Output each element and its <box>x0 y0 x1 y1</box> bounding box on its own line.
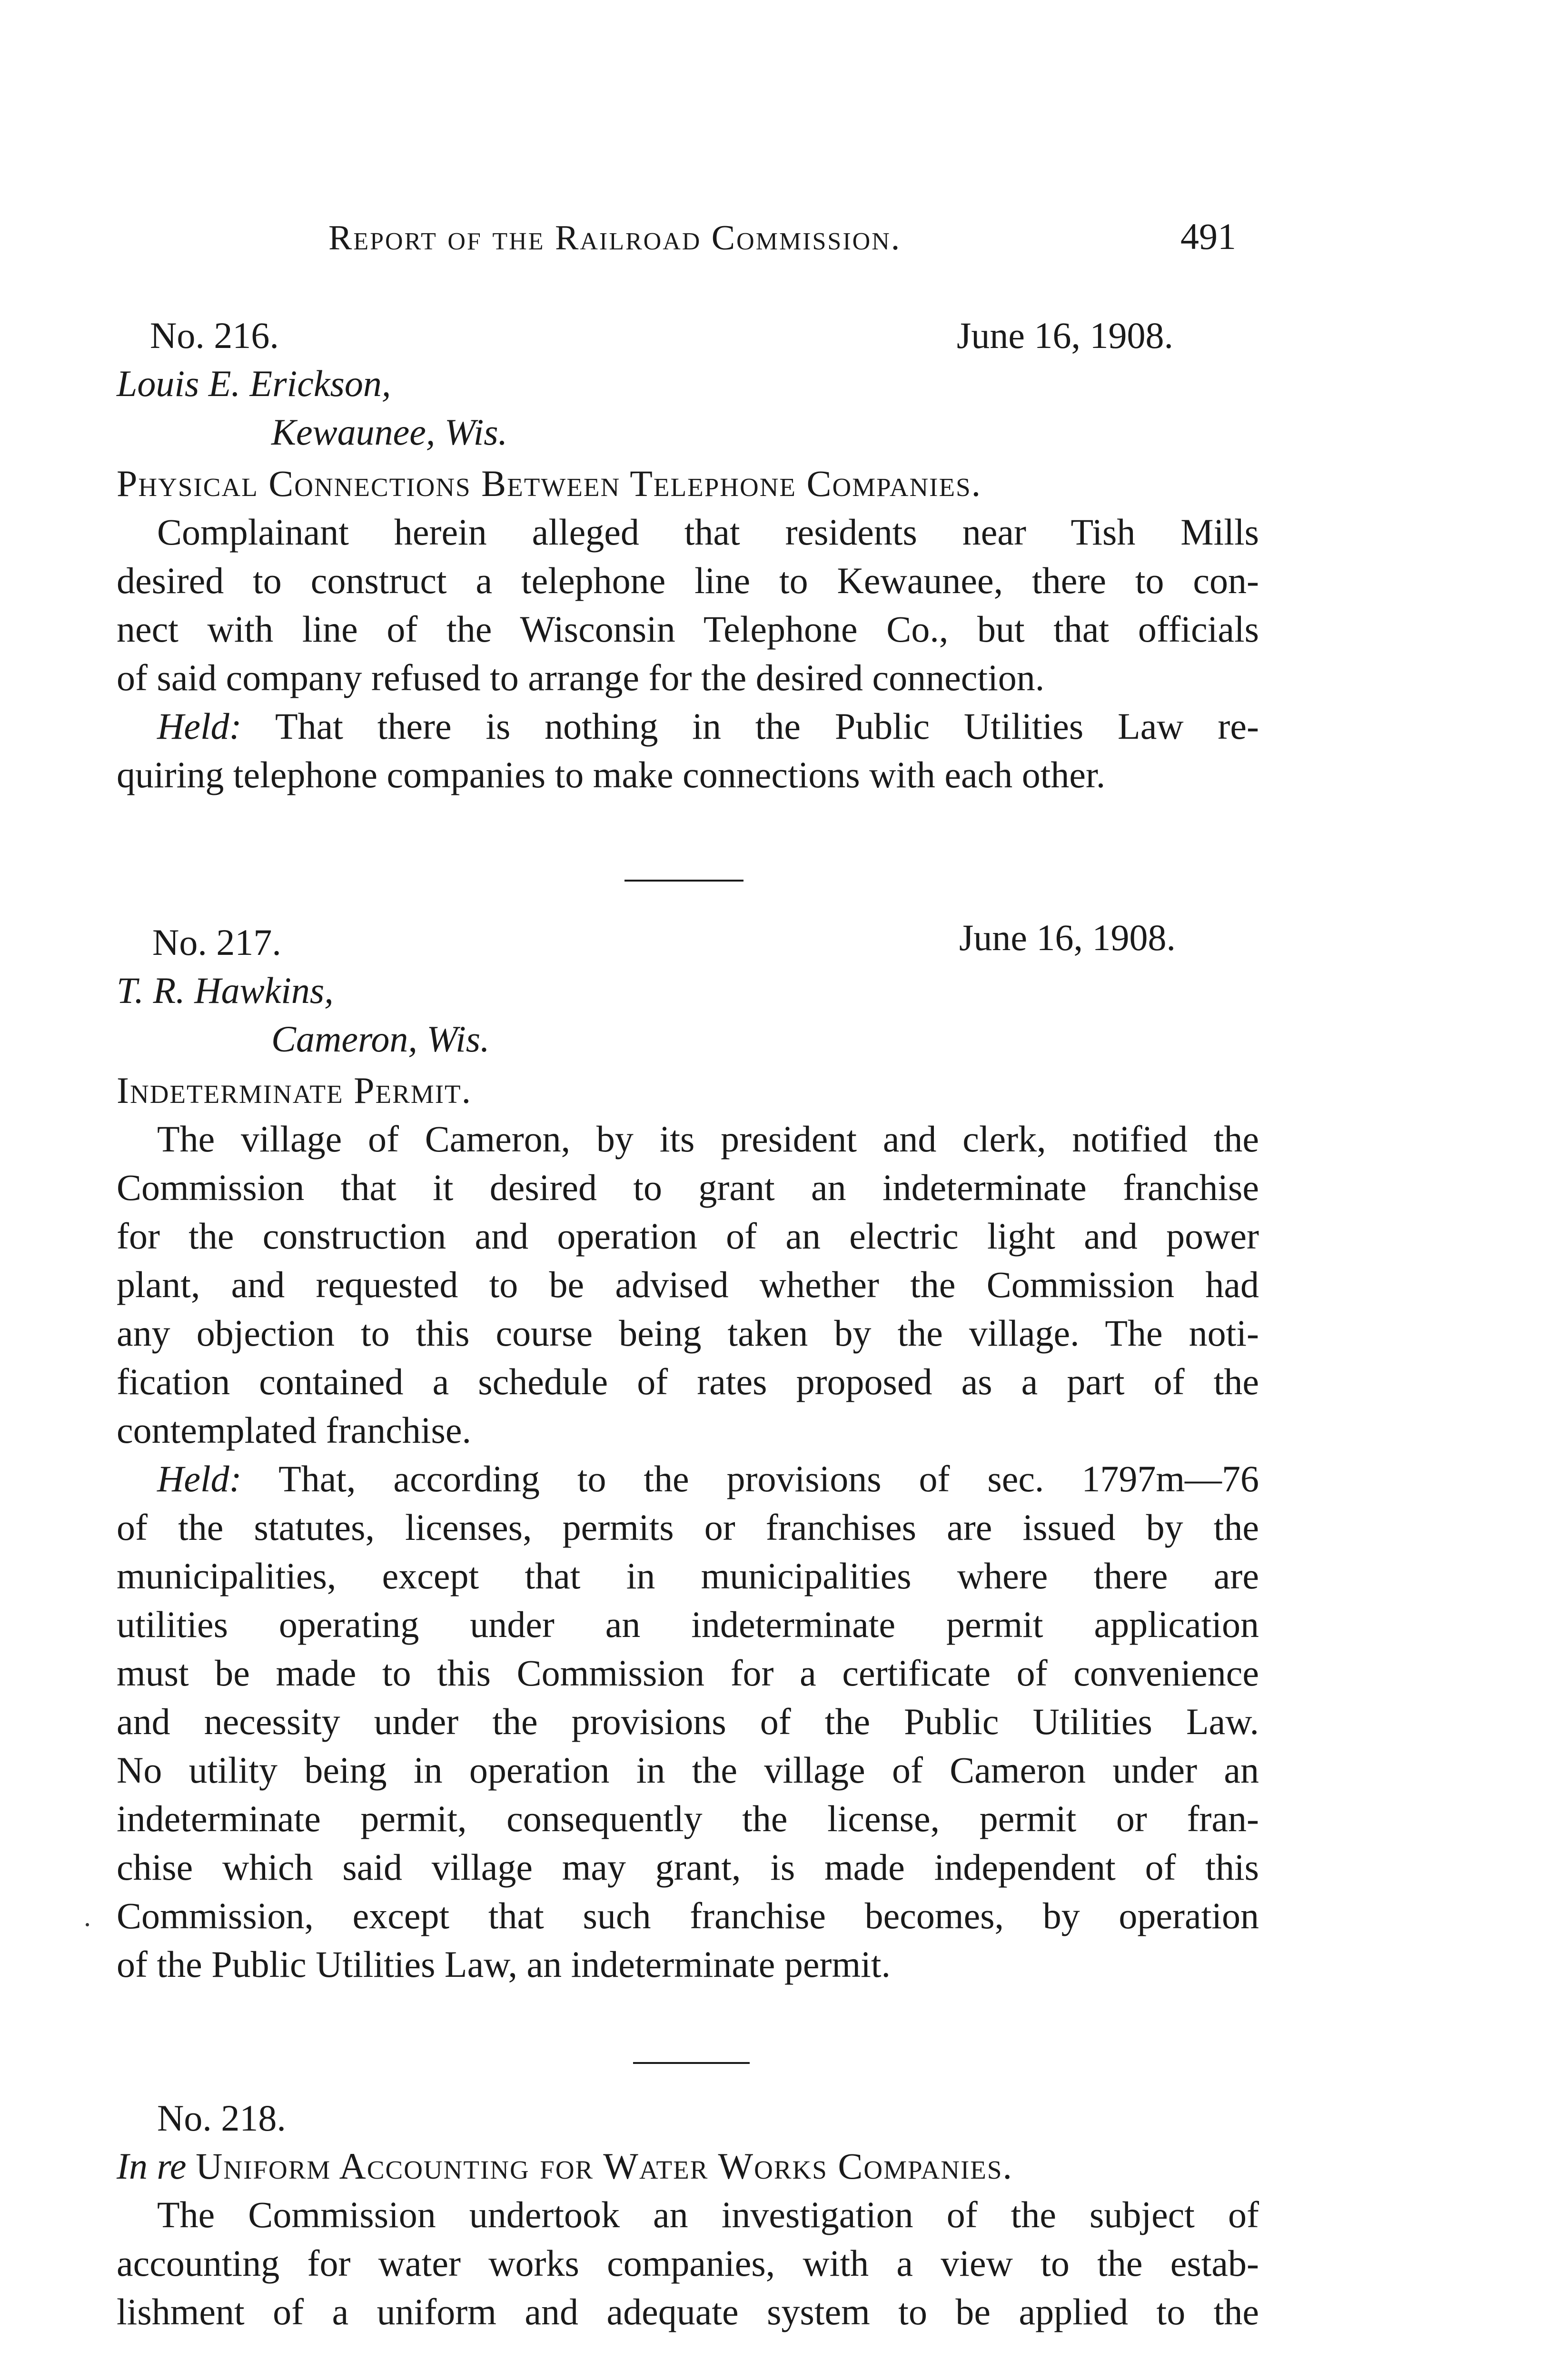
case-number: No. 217. <box>152 922 281 963</box>
case-facts-line: nect with line of the Wisconsin Telephone Co., but that officials <box>117 608 1259 650</box>
case-facts-line: fication contained a schedule of rates proposed as a part of the <box>117 1361 1259 1402</box>
case-held-line: must be made to this Commission for a certificate of convenience <box>117 1652 1259 1694</box>
case-date: June 16, 1908. <box>957 315 1173 356</box>
case-218-body <box>117 2142 1259 2336</box>
case-held-line: of the statutes, licenses, permits or franchises are issued by the <box>117 1507 1259 1548</box>
case-held-line <box>117 1455 1259 1503</box>
held-label: Held: <box>157 1458 242 1499</box>
case-date: June 16, 1908. <box>959 917 1176 958</box>
case-party: T. R. Hawkins, <box>117 970 334 1011</box>
case-facts-line: of said company refused to arrange for the desired connection. <box>117 657 1045 698</box>
case-number: No. 216. <box>150 315 279 356</box>
case-held-line: utilities operating under an indeterminate permit application <box>117 1604 1259 1645</box>
case-subject-line <box>117 2142 1259 2191</box>
case-held-line: chise which said village may grant, is made independent of this <box>117 1846 1259 1888</box>
case-held-line <box>117 702 1259 751</box>
case-held-line: of the Public Utilities Law, an indeterminate permit. <box>117 1944 891 1985</box>
case-held-line: Commission, except that such franchise becomes, by operation <box>117 1895 1259 1936</box>
case-held-line: quiring telephone companies to make connections with each other. <box>117 754 1106 795</box>
case-subject: Uniform Accounting for Water Works Companies. <box>196 2145 1013 2187</box>
held-text: That there is nothing in the Public Utilities Law re- <box>275 705 1259 747</box>
section-divider <box>633 2062 750 2064</box>
case-number: No. 218. <box>157 2097 286 2139</box>
case-facts-line: desired to construct a telephone line to Kewaunee, there to con- <box>117 560 1259 601</box>
case-held-line: No utility being in operation in the village of Cameron under an <box>117 1749 1259 1791</box>
in-re-label: In re <box>117 2145 187 2187</box>
case-facts-line: plant, and requested to be advised whether the Commission had <box>117 1264 1259 1305</box>
case-held-line: indeterminate permit, consequently the license, permit or fran- <box>117 1798 1259 1839</box>
case-location: Kewaunee, Wis. <box>271 411 508 453</box>
section-divider <box>624 880 743 882</box>
case-facts-line: accounting for water works companies, with a view to the estab- <box>117 2242 1259 2284</box>
held-label: Held: <box>157 705 242 747</box>
case-held-line: municipalities, except that in municipalities where there are <box>117 1555 1259 1597</box>
case-facts-line: for the construction and operation of an electric light and power <box>117 1215 1259 1257</box>
case-facts-line: The Commission undertook an investigation of the subject of <box>157 2194 1259 2235</box>
ink-speck <box>86 1923 89 1926</box>
case-facts-line: contemplated franchise. <box>117 1409 471 1451</box>
case-facts-line: Complainant herein alleged that residents near Tish Mills <box>157 511 1259 553</box>
running-head: Report of the Railroad Commission. <box>328 218 902 258</box>
case-party: Louis E. Erickson, <box>117 363 391 404</box>
case-subject: Indeterminate Permit. <box>117 1070 472 1111</box>
page-number: 491 <box>1180 216 1236 257</box>
case-216-body <box>117 359 1259 799</box>
case-217-body <box>117 966 1259 1989</box>
case-location: Cameron, Wis. <box>271 1018 490 1060</box>
case-subject: Physical Connections Between Telephone Companies. <box>117 463 982 504</box>
case-facts-line: lishment of a uniform and adequate system to be applied to the <box>117 2291 1259 2332</box>
case-facts-line: any objection to this course being taken by the village. The noti- <box>117 1312 1259 1354</box>
case-facts-line: The village of Cameron, by its president and clerk, notified the <box>157 1118 1259 1160</box>
case-facts-line: Commission that it desired to grant an indeterminate franchise <box>117 1167 1259 1208</box>
case-held-line: and necessity under the provisions of the Public Utilities Law. <box>117 1701 1259 1742</box>
held-text: That, according to the provisions of sec. 1797m—76 <box>278 1458 1259 1499</box>
